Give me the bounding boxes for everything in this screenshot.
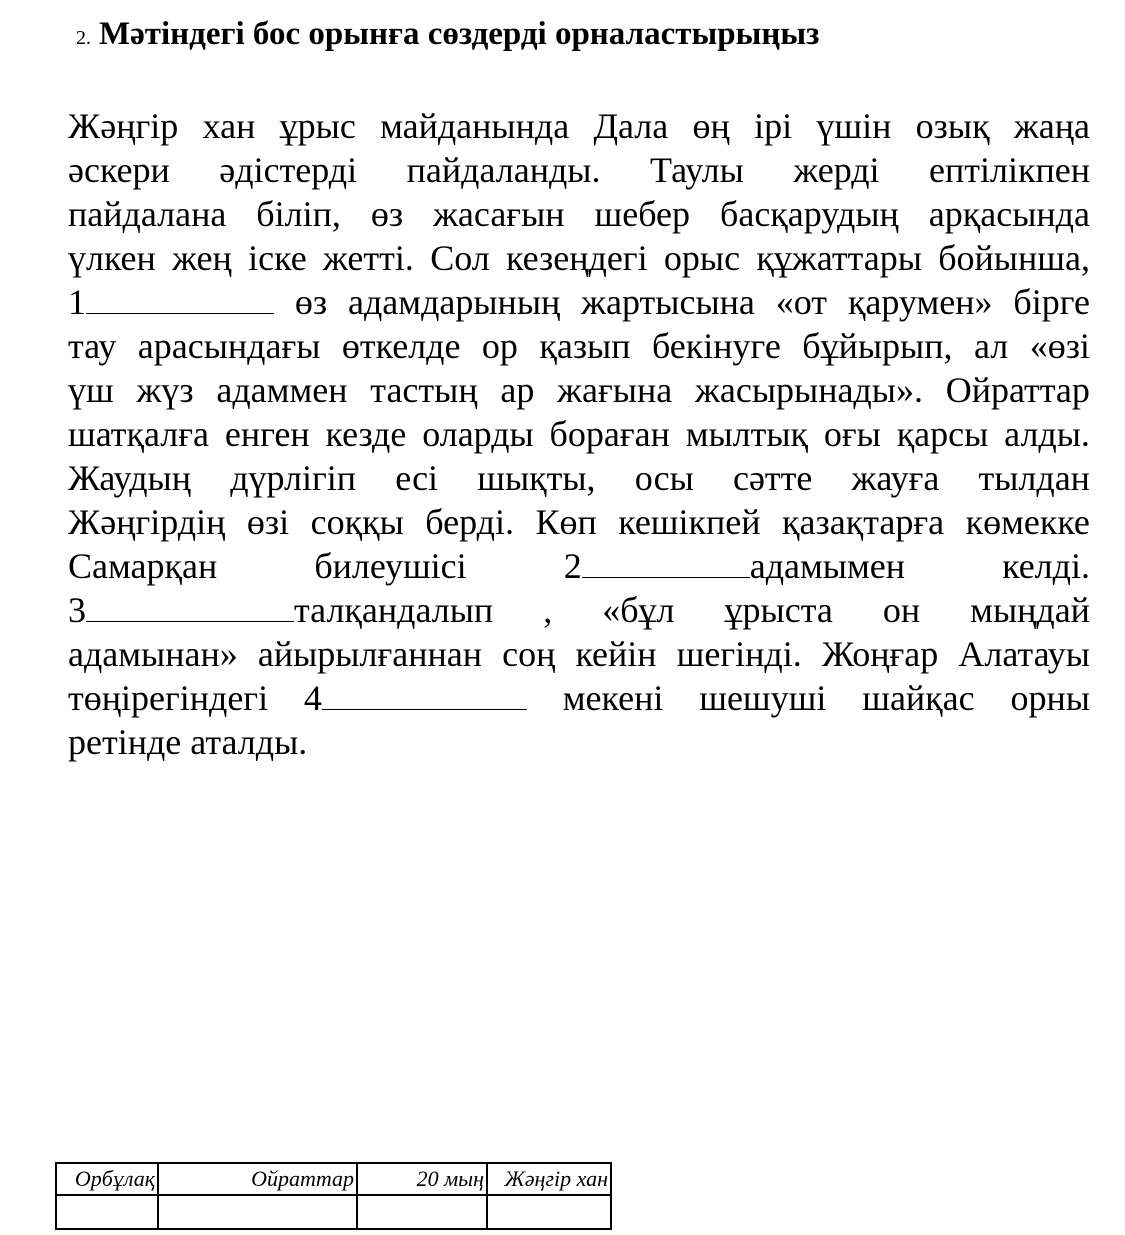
passage-word: жасағын bbox=[433, 194, 565, 234]
passage-word: есі bbox=[395, 458, 439, 498]
passage-word: озық bbox=[915, 106, 990, 146]
passage-word: дүрлігіп bbox=[230, 458, 357, 498]
blank-1[interactable] bbox=[68, 280, 274, 324]
passage-word: кешікпей bbox=[618, 502, 761, 542]
passage-word: пайдалана bbox=[68, 194, 227, 234]
passage-word: келді. bbox=[1002, 546, 1090, 586]
passage-word: әдістерді bbox=[219, 150, 358, 190]
passage-word: талқандалып bbox=[294, 590, 494, 630]
passage-word: ретінде аталды. bbox=[68, 722, 308, 762]
passage-word: оғы bbox=[823, 414, 881, 454]
passage-word: адаммен bbox=[216, 370, 348, 410]
passage-line bbox=[68, 192, 1090, 236]
passage-word: кезде bbox=[325, 414, 407, 454]
passage-word: бірге bbox=[1013, 282, 1090, 322]
passage-word: шықты, bbox=[477, 458, 596, 498]
passage-word: үшін bbox=[816, 106, 892, 146]
passage-word: бекінуге bbox=[651, 326, 781, 366]
blank-number: 3 bbox=[68, 590, 86, 630]
passage-word: адамынан» bbox=[68, 634, 238, 674]
passage-word: жартысына bbox=[581, 282, 755, 322]
passage-word: Ойраттар bbox=[945, 370, 1090, 410]
word-bank-cell: Орбұлақ bbox=[56, 1163, 158, 1195]
answer-row bbox=[56, 1195, 611, 1229]
word-bank-table bbox=[55, 1162, 612, 1230]
passage-word: Сол bbox=[430, 238, 490, 278]
passage-word: арқасында bbox=[928, 194, 1090, 234]
passage bbox=[68, 104, 1090, 764]
passage-word: өң bbox=[692, 106, 730, 146]
passage-word: ірі bbox=[754, 106, 793, 146]
passage-word: сәтте bbox=[732, 458, 813, 498]
passage-word: ұрыста bbox=[724, 590, 833, 630]
passage-word: өткелде bbox=[341, 326, 461, 366]
passage-word: орны bbox=[1010, 678, 1090, 718]
passage-word: Самарқан bbox=[68, 546, 218, 586]
passage-word: , bbox=[543, 590, 553, 630]
blank-number: 2 bbox=[563, 546, 582, 586]
passage-word: жетті. bbox=[323, 238, 414, 278]
passage-word: Жаудың bbox=[68, 458, 192, 498]
passage-word: біліп, bbox=[256, 194, 341, 234]
passage-word: үлкен bbox=[68, 238, 156, 278]
passage-word: үш bbox=[68, 370, 114, 410]
passage-word: осы bbox=[634, 458, 694, 498]
passage-word: пайдаланды. bbox=[406, 150, 601, 190]
passage-line bbox=[68, 148, 1090, 192]
passage-word: әскери bbox=[68, 150, 170, 190]
passage-word: өз bbox=[370, 194, 404, 234]
task-number: 2. bbox=[76, 27, 91, 49]
passage-word: шегінді. bbox=[676, 634, 802, 674]
passage-line bbox=[68, 720, 1090, 764]
task-title: Мәтіндегі бос орынға сөздерді орналастырыңыз bbox=[99, 16, 820, 52]
passage-line bbox=[68, 500, 1090, 544]
blank-2[interactable] bbox=[564, 544, 905, 588]
passage-word: тастың bbox=[370, 370, 478, 410]
passage-word: алды. bbox=[1004, 414, 1090, 454]
blank-4[interactable] bbox=[304, 676, 527, 720]
passage-word: ептілікпен bbox=[929, 150, 1090, 190]
passage-word: адамымен bbox=[749, 546, 906, 586]
passage-word: оларды bbox=[422, 414, 534, 454]
passage-word: ар bbox=[500, 370, 535, 410]
passage-word: тылдан bbox=[978, 458, 1090, 498]
passage-word: бойынша, bbox=[938, 238, 1090, 278]
word-bank-cell: 20 мың bbox=[357, 1163, 487, 1195]
passage-word: «от bbox=[775, 282, 828, 322]
passage-line bbox=[68, 456, 1090, 500]
passage-word: ұрыс bbox=[279, 106, 356, 146]
passage-word: қазып bbox=[539, 326, 631, 366]
passage-word: жауға bbox=[851, 458, 940, 498]
passage-word: ор bbox=[481, 326, 518, 366]
word-bank-row bbox=[56, 1163, 611, 1195]
blank-line bbox=[322, 680, 527, 710]
passage-word: «өзі bbox=[1029, 326, 1090, 366]
blank-line bbox=[86, 592, 294, 622]
passage-line bbox=[68, 676, 1090, 720]
passage-word: бораған bbox=[549, 414, 670, 454]
passage-word: Алатауы bbox=[958, 634, 1090, 674]
passage-line bbox=[68, 104, 1090, 148]
blank-line bbox=[582, 548, 750, 578]
passage-word: арасындағы bbox=[137, 326, 321, 366]
answer-cell[interactable] bbox=[357, 1195, 487, 1229]
passage-word: жағына bbox=[557, 370, 673, 410]
passage-word: Көп bbox=[535, 502, 597, 542]
passage-word: қарсы bbox=[896, 414, 989, 454]
passage-word: ал bbox=[973, 326, 1009, 366]
passage-word: жерді bbox=[793, 150, 880, 190]
passage-word: өз bbox=[294, 282, 328, 322]
blank-number: 1 bbox=[68, 282, 86, 322]
passage-word: шешуші bbox=[699, 678, 827, 718]
passage-word: өзі bbox=[246, 502, 290, 542]
passage-word: билеушісі bbox=[314, 546, 467, 586]
passage-word: айырылғаннан bbox=[257, 634, 482, 674]
passage-word: Жәңгірдің bbox=[68, 502, 226, 542]
answer-cell[interactable] bbox=[487, 1195, 611, 1229]
passage-word: жаңа bbox=[1013, 106, 1090, 146]
passage-line bbox=[68, 632, 1090, 676]
word-bank-cell: Ойраттар bbox=[158, 1163, 357, 1195]
passage-word: жасырынады». bbox=[694, 370, 923, 410]
passage-word: мыңдай bbox=[970, 590, 1090, 630]
passage-word: көмекке bbox=[965, 502, 1090, 542]
passage-line bbox=[68, 324, 1090, 368]
passage-line bbox=[68, 588, 1090, 632]
answer-cell[interactable] bbox=[56, 1195, 158, 1229]
task-heading bbox=[76, 16, 819, 53]
passage-word: «бұл bbox=[602, 590, 675, 630]
answer-cell[interactable] bbox=[158, 1195, 357, 1229]
passage-line bbox=[68, 236, 1090, 280]
passage-word: шайқас bbox=[862, 678, 975, 718]
passage-word: жүз bbox=[136, 370, 194, 410]
passage-word: Таулы bbox=[649, 150, 744, 190]
passage-word: жең bbox=[172, 238, 232, 278]
passage-word: басқарудың bbox=[720, 194, 899, 234]
blank-line bbox=[86, 284, 274, 314]
passage-word: адамдарының bbox=[348, 282, 561, 322]
passage-word: мекені bbox=[562, 678, 664, 718]
passage-word: тау bbox=[68, 326, 117, 366]
passage-word: шебер bbox=[594, 194, 691, 234]
blank-number: 4 bbox=[303, 678, 322, 718]
blank-3[interactable] bbox=[68, 588, 493, 632]
passage-word: майданында bbox=[380, 106, 570, 146]
passage-word: мылтық bbox=[685, 414, 809, 454]
passage-word: Дала bbox=[593, 106, 669, 146]
passage-word: іске bbox=[248, 238, 307, 278]
passage-word: соң bbox=[502, 634, 556, 674]
passage-word: орыс bbox=[663, 238, 741, 278]
passage-word: кезеңдегі bbox=[506, 238, 648, 278]
passage-word: берді. bbox=[425, 502, 514, 542]
passage-word: қазақтарға bbox=[782, 502, 945, 542]
passage-word: Жәңгір bbox=[68, 106, 179, 146]
passage-word: хан bbox=[202, 106, 256, 146]
word-bank-cell: Жәңгір хан bbox=[487, 1163, 611, 1195]
passage-word: соққы bbox=[310, 502, 404, 542]
passage-word: төңірегіндегі bbox=[68, 678, 269, 718]
passage-word: кейін bbox=[575, 634, 657, 674]
passage-word: енген bbox=[224, 414, 310, 454]
passage-line bbox=[68, 280, 1090, 324]
passage-word: құжаттары bbox=[756, 238, 922, 278]
passage-word: шатқалға bbox=[68, 414, 209, 454]
passage-line bbox=[68, 544, 1090, 588]
passage-word: қарумен» bbox=[847, 282, 993, 322]
passage-line bbox=[68, 368, 1090, 412]
passage-word: Жоңғар bbox=[821, 634, 939, 674]
passage-word: бұйырып, bbox=[802, 326, 953, 366]
passage-line bbox=[68, 412, 1090, 456]
passage-word: он bbox=[882, 590, 921, 630]
